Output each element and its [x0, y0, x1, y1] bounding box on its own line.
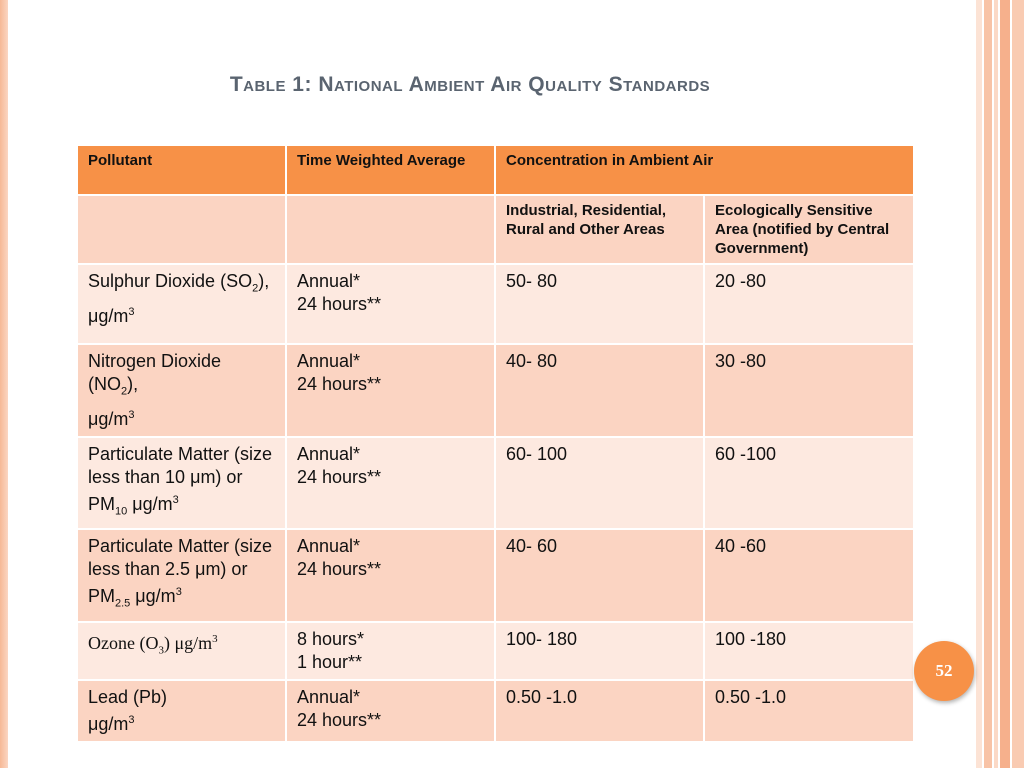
subheader-empty: [286, 195, 495, 264]
table-header-row: [77, 145, 914, 195]
pollutant-cell: Ozone $(O_3)$ $\mu g/m^3$: [77, 622, 286, 680]
industrial-value: 60- 100: [495, 437, 704, 530]
table-row: [77, 344, 914, 437]
pollutant-cell: Particulate Matter (size less than 10 μm) or $PM_{10}$ $\mu g/m^3$: [77, 437, 286, 530]
header-pollutant: Pollutant: [77, 145, 286, 195]
table-row: [77, 680, 914, 742]
industrial-value: 100- 180: [495, 622, 704, 680]
table-row: [77, 529, 914, 622]
page-title: Table 1: National Ambient Air Quality Standards: [229, 73, 711, 96]
industrial-value: 40- 80: [495, 344, 704, 437]
air-quality-table: [76, 144, 915, 743]
pollutant-cell: Nitrogen Dioxide $(NO_2)$, $\mu g/m^3$: [77, 344, 286, 437]
table-row: [77, 437, 914, 530]
subheader-empty: [77, 195, 286, 264]
table-subheader-row: [77, 195, 914, 264]
ecological-value: 40 -60: [704, 529, 914, 622]
header-concentration: Concentration in Ambient Air: [495, 145, 914, 195]
twa-cell: Annual* 24 hours**: [286, 437, 495, 530]
page-number-badge: 52: [914, 641, 974, 701]
ecological-value: 30 -80: [704, 344, 914, 437]
industrial-value: 40- 60: [495, 529, 704, 622]
pollutant-cell: Sulphur Dioxide $(SO_2)$, $\mu g/m^3$: [77, 264, 286, 344]
left-border-decoration: [0, 0, 8, 768]
industrial-value: 50- 80: [495, 264, 704, 344]
twa-cell: Annual* 24 hours**: [286, 680, 495, 742]
pollutant-cell: Particulate Matter (size less than 2.5 μm) or $PM_{2.5}$ $\mu g/m^3$: [77, 529, 286, 622]
ecological-value: 20 -80: [704, 264, 914, 344]
header-industrial: Industrial, Residential, Rural and Other Areas: [495, 195, 704, 264]
pollutant-cell: Lead (Pb) $\mu g/m^3$: [77, 680, 286, 742]
header-ecological: Ecologically Sensitive Area (notified by Central Government): [704, 195, 914, 264]
header-time-weighted-average: Time Weighted Average: [286, 145, 495, 195]
ecological-value: 60 -100: [704, 437, 914, 530]
table-row: [77, 622, 914, 680]
twa-cell: Annual* 24 hours**: [286, 344, 495, 437]
twa-cell: Annual* 24 hours**: [286, 529, 495, 622]
ecological-value: 0.50 -1.0: [704, 680, 914, 742]
industrial-value: 0.50 -1.0: [495, 680, 704, 742]
twa-cell: Annual* 24 hours**: [286, 264, 495, 344]
ecological-value: 100 -180: [704, 622, 914, 680]
table-row: [77, 264, 914, 344]
twa-cell: 8 hours* 1 hour**: [286, 622, 495, 680]
right-stripe-decoration: [976, 0, 1024, 768]
